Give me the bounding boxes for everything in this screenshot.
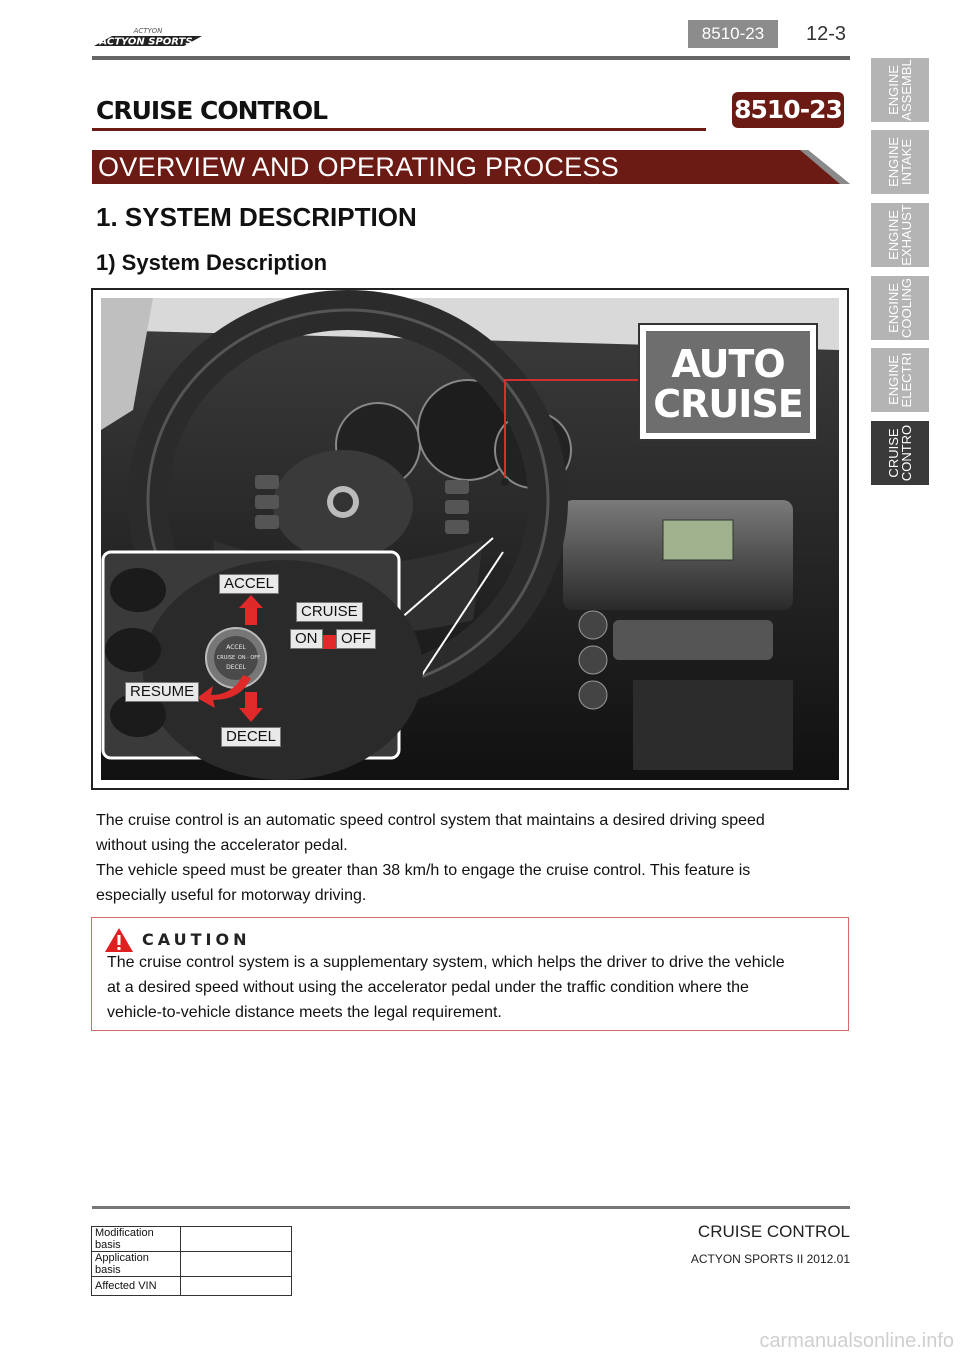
footer-title: CRUISE CONTROL <box>697 1222 850 1241</box>
auto-cruise-line2: CRUISE <box>653 382 803 426</box>
lever-decel-text: DECEL <box>226 664 246 671</box>
application-basis-label: Application basis <box>92 1252 181 1277</box>
tab-cruise-control[interactable]: CRUISE CONTRO <box>871 421 929 485</box>
lever-cruise-text: CRUISE <box>216 655 236 661</box>
footer-divider <box>92 1206 850 1209</box>
section-title: CRUISE CONTROL <box>96 96 327 125</box>
heading-system-description: 1. SYSTEM DESCRIPTION <box>96 202 417 232</box>
tab-engine-assembly[interactable]: ENGINE ASSEMBL <box>871 58 929 122</box>
affected-vin-label: Affected VIN <box>92 1277 181 1296</box>
svg-text:ACTYON: ACTYON <box>133 27 163 35</box>
label-decel: DECEL <box>221 727 281 747</box>
caution-text: The cruise control system is a supplementary system, which helps the driver to drive the vehicle at a desired speed without using the accelerator pedal under the traffic condition where the vehicle-to-vehicle distance meets the legal requirement. <box>107 954 785 1021</box>
footer-model: ACTYON SPORTS II 2012.01 <box>690 1252 850 1266</box>
tab-engine-intake[interactable]: ENGINE INTAKE <box>871 130 929 194</box>
modification-basis-value <box>181 1227 292 1252</box>
subheading-system-description: 1) System Description <box>96 250 328 275</box>
application-basis-value <box>181 1252 292 1277</box>
modification-table <box>91 1226 292 1296</box>
dashboard-figure <box>91 288 849 790</box>
tab-engine-cooling[interactable]: ENGINE COOLING <box>871 276 929 340</box>
section-code-badge: 8510-23 <box>732 92 844 128</box>
description-paragraph: The cruise control is an automatic speed control system that maintains a desired driving speed without using the accelerator pedal. The vehicle speed must be greater than 38 km/h to engage the cruise control. This feature is especially useful for motorway driving. <box>96 812 765 904</box>
label-on: ON <box>290 629 323 649</box>
title-underline <box>92 128 706 131</box>
auto-cruise-badge <box>638 323 818 441</box>
modification-basis-label: Modification basis <box>92 1227 181 1252</box>
lever-accel-text: ACCEL <box>226 644 246 651</box>
label-resume: RESUME <box>125 682 199 702</box>
affected-vin-value <box>181 1277 292 1296</box>
tab-engine-exhaust[interactable]: ENGINE EXHAUST <box>871 203 929 267</box>
label-off: OFF <box>336 629 376 649</box>
label-cruise: CRUISE <box>296 602 363 622</box>
caution-box <box>91 917 849 1031</box>
lever-onoff-text: ON · OFF <box>237 655 261 661</box>
doc-code-badge: 8510-23 <box>688 20 778 48</box>
label-accel: ACCEL <box>219 574 279 594</box>
auto-cruise-line1: AUTO <box>671 342 785 386</box>
page-number: 12-3 <box>806 23 847 45</box>
tab-engine-electrical[interactable]: ENGINE ELECTRI <box>871 348 929 412</box>
header-divider <box>92 56 850 60</box>
banner-title: OVERVIEW AND OPERATING PROCESS <box>98 152 620 182</box>
svg-text:ACTYON SPORTS: ACTYON SPORTS <box>99 36 193 48</box>
caution-title: CAUTION <box>142 930 251 949</box>
watermark[interactable]: carmanualsonline.info <box>759 1330 954 1352</box>
actyon-sports-logo <box>92 22 204 50</box>
